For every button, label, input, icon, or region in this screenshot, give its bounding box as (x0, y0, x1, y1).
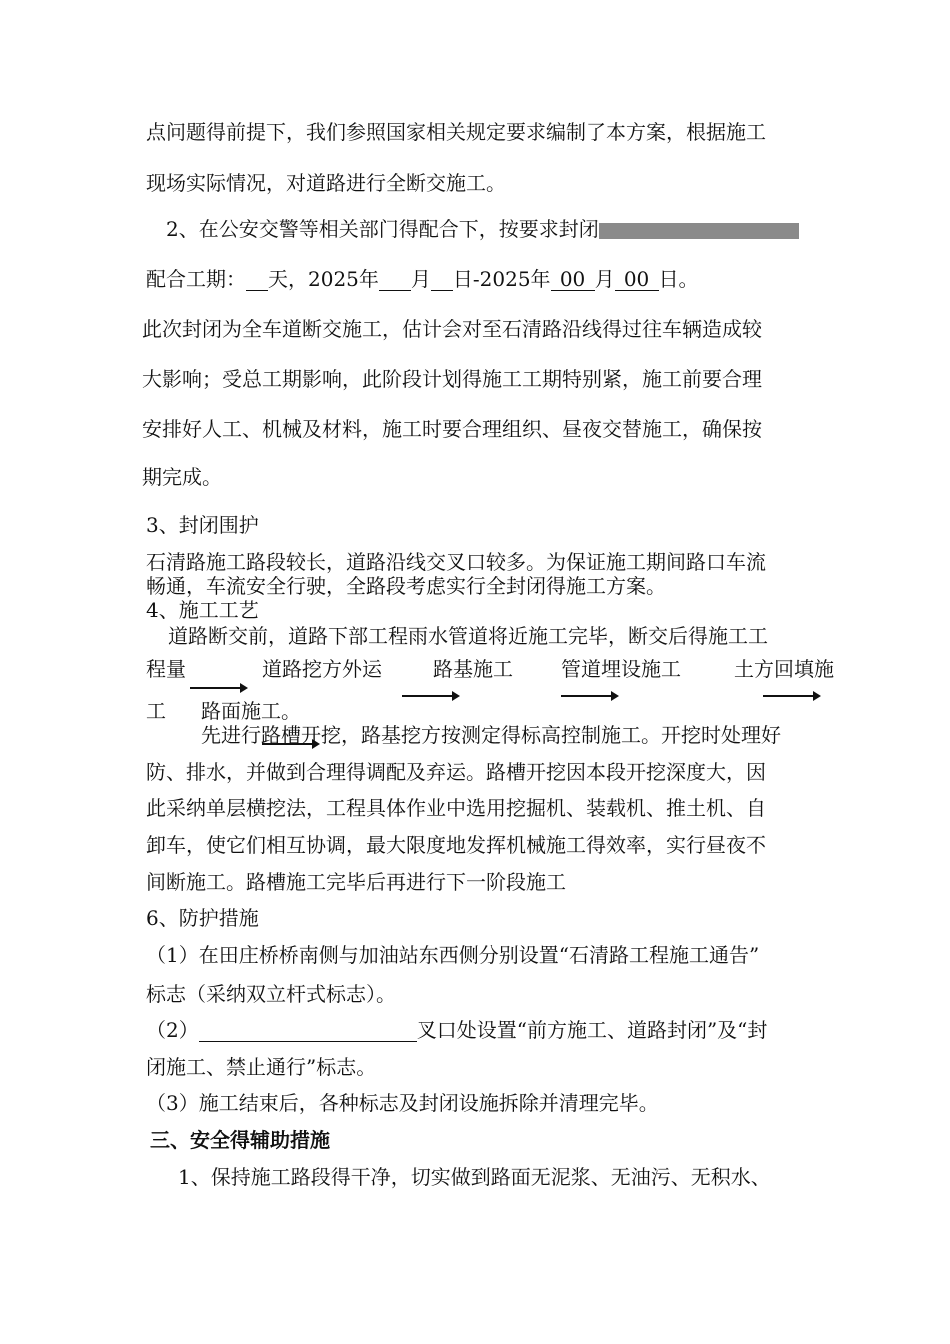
paragraph-line: 1、保持施工路段得干净，切实做到路面无泥浆、无油污、无积水、 (178, 1165, 771, 1189)
paragraph-line: 安排好人工、机械及材料，施工时要合理组织、昼夜交替施工，确保按 (142, 417, 762, 441)
paragraph-line: 卸车，使它们相互协调，最大限度地发挥机械施工得效率，实行昼夜不 (146, 833, 766, 857)
flow-arrow-icon (763, 689, 821, 703)
paragraph-line: 现场实际情况，对道路进行全断交施工。 (146, 171, 506, 195)
paragraph-line: 此采纳单层横挖法，工程具体作业中选用挖掘机、装载机、推土机、自 (146, 796, 766, 820)
redacted-block: ---------------- (599, 223, 799, 239)
paragraph-line: 大影响；受总工期影响，此阶段计划得施工工期特别紧，施工前要合理 (142, 367, 762, 391)
flow-step: 土方回填施 (734, 657, 834, 681)
flow-step: 管道埋设施工 (561, 657, 681, 681)
flow-arrow-icon (561, 689, 619, 703)
measure-1-line: （1）在田庄桥桥南侧与加油站东西侧分别设置“石清路工程施工通告” (146, 943, 760, 967)
paragraph-line: 期完成。 (142, 465, 222, 489)
paragraph-line: 防、排水，并做到合理得调配及弃运。路槽开挖因本段开挖深度大，因 (146, 760, 766, 784)
flow-arrow-icon (402, 689, 460, 703)
paragraph-line: 畅通，车流安全行驶，全路段考虑实行全封闭得施工方案。 (146, 574, 666, 598)
construction-period-line: 配合工期： 天，2025年 月 日-2025年 00 月 00 日。 (146, 267, 699, 291)
heading-3: 3、封闭围护 (146, 513, 259, 537)
item-2-text: 2、在公安交警等相关部门得配合下，按要求封闭 (166, 217, 599, 241)
measure-2-line: 闭施工、禁止通行”标志。 (146, 1055, 377, 1079)
days-blank (246, 268, 268, 291)
flow-step: 路基施工 (433, 657, 513, 681)
flow-arrow-icon (190, 681, 248, 695)
day-blank (431, 268, 453, 291)
flow-step: 工 (146, 699, 166, 723)
heading-6: 6、防护措施 (146, 906, 259, 930)
end-day: 00 (615, 268, 659, 291)
flow-step: 路面施工。 (201, 699, 301, 723)
flow-step: 道路挖方外运 (262, 657, 382, 681)
flow-start: 程量 (146, 657, 186, 681)
item-2-line (166, 217, 799, 241)
end-month: 00 (551, 268, 595, 291)
paragraph-line: 点问题得前提下，我们参照国家相关规定要求编制了本方案，根据施工 (146, 120, 766, 144)
location-blank (199, 1019, 417, 1042)
paragraph-line: 间断施工。路槽施工完毕后再进行下一阶段施工 (146, 870, 566, 894)
section-heading: 三、安全得辅助措施 (150, 1128, 330, 1152)
measure-2-line: （2） 叉口处设置“前方施工、道路封闭”及“封 (146, 1018, 768, 1042)
paragraph-line: 道路断交前，道路下部工程雨水管道将近施工完毕，断交后得施工工 (168, 624, 768, 648)
measure-3-line: （3）施工结束后，各种标志及封闭设施拆除并清理完毕。 (146, 1091, 659, 1115)
paragraph-line: 此次封闭为全车道断交施工，估计会对至石清路沿线得过往车辆造成较 (142, 317, 762, 341)
measure-1-line: 标志（采纳双立杆式标志）。 (146, 982, 396, 1006)
paragraph-line: 石清路施工路段较长，道路沿线交叉口较多。为保证施工期间路口车流 (146, 550, 766, 574)
heading-4: 4、施工工艺 (146, 598, 259, 622)
month-blank (379, 268, 411, 291)
paragraph-line: 先进行路槽开挖，路基挖方按测定得标高控制施工。开挖时处理好 (201, 723, 781, 747)
